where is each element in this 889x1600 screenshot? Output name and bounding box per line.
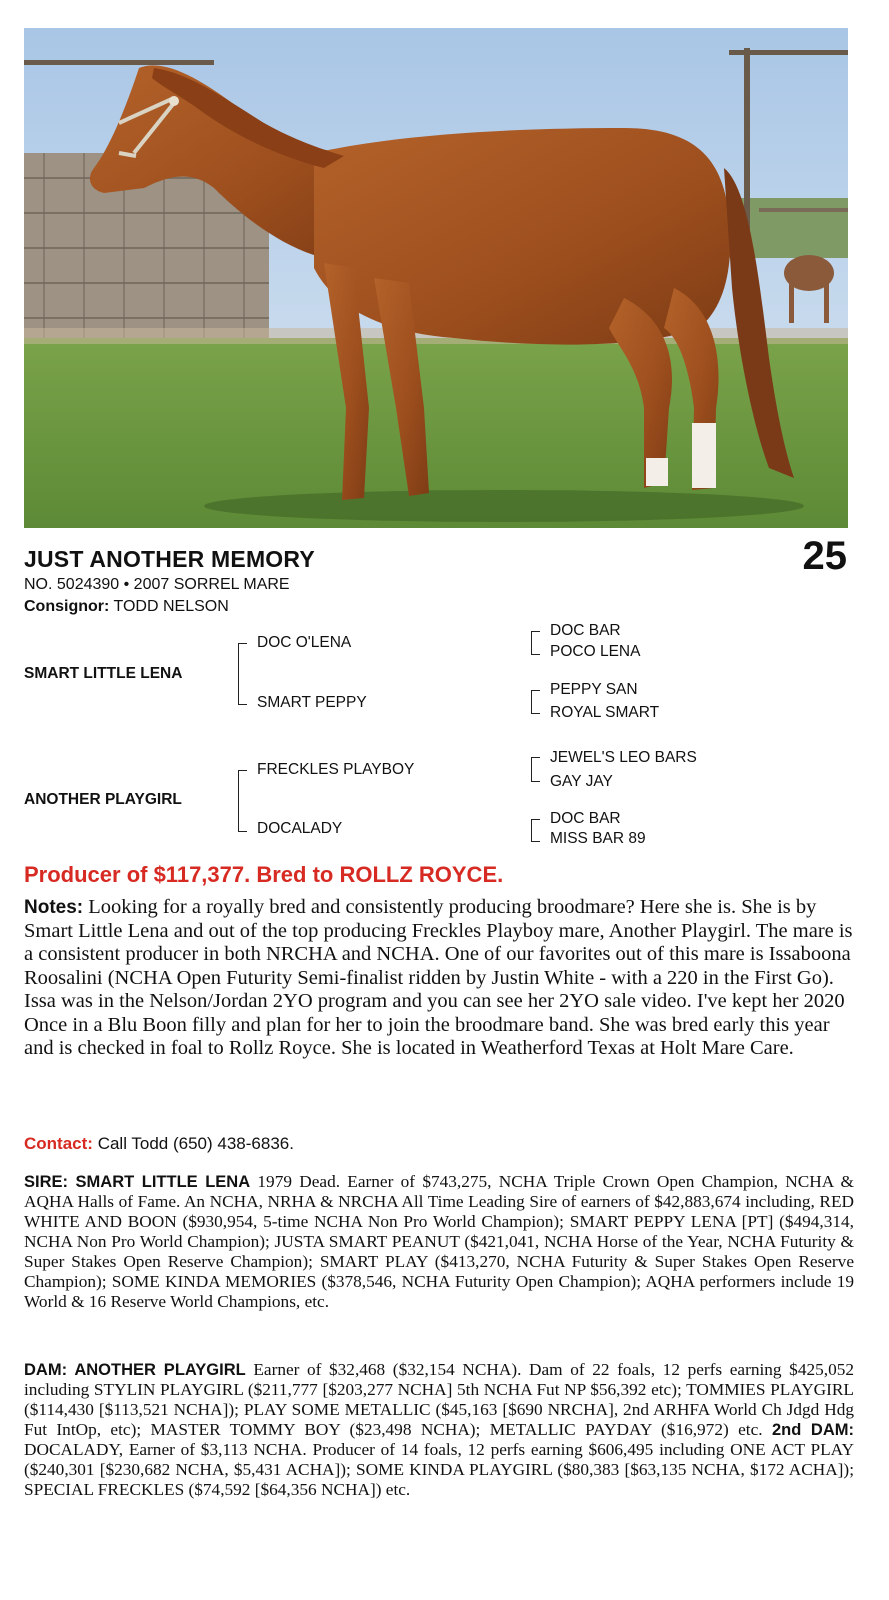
consignor-label: Consignor: <box>24 598 110 615</box>
production-headline: Producer of $117,377. Bred to ROLLZ ROYCE. <box>24 862 504 887</box>
contact-text: Call Todd (650) 438-6836. <box>97 1134 294 1153</box>
contact-line <box>24 1134 294 1154</box>
sire-label: SIRE: SMART LITTLE LENA <box>24 1173 251 1191</box>
registration-line: NO. 5024390 • 2007 SORREL MARE <box>24 576 290 593</box>
pedigree-sire-dam: SMART PEPPY <box>257 694 367 711</box>
pedigree-ss-sire: DOC BAR <box>550 622 621 639</box>
consignor-line <box>24 598 229 616</box>
pedigree-sire-sire: DOC O'LENA <box>257 634 352 651</box>
sire-text: 1979 Dead. Earner of $743,275, NCHA Triple Crown Open Champion, NCHA & AQHA Halls of Fame. An NCHA, NRHA & NRCHA All Time Leading Sire of earners of $42,883,674 including, RED WHITE AND BOON ($930,954, 5-time NCHA Non Pro World Champion); SMART PEPPY LENA [PT] ($494,314, NCHA Non Pro World Champion); JUSTA SMART PEANUT ($421,041, NCHA Horse of the Year, NCHA Futurity & Super Stakes Open Reserve Champion); SMART PLAY ($413,270, NCHA Futurity & Super Stakes Open Reserve Champion); SOME KINDA MEMORIES ($378,546, NCHA Futurity Open Champion); AQHA performers include 19 World & 16 Reserve World Champions, etc. <box>24 1172 854 1311</box>
pedigree-dd-dam: MISS BAR 89 <box>550 830 646 847</box>
pedigree-dam-dam: DOCALADY <box>257 820 343 837</box>
dam-paragraph <box>24 1360 854 1500</box>
pedigree-dd-sire: DOC BAR <box>550 810 621 827</box>
pedigree-bracket <box>531 819 540 842</box>
horse-photo <box>24 28 848 528</box>
notes-label: Notes: <box>24 897 84 918</box>
pedigree-sire: SMART LITTLE LENA <box>24 665 183 682</box>
notes-paragraph <box>24 896 854 1061</box>
contact-label: Contact: <box>24 1134 93 1153</box>
pedigree-ds-sire: JEWEL'S LEO BARS <box>550 749 697 766</box>
pedigree-bracket <box>238 770 247 832</box>
lot-number: 25 <box>802 534 847 578</box>
pedigree-bracket <box>531 690 540 714</box>
pedigree-bracket <box>531 757 540 782</box>
pedigree-ss-dam: POCO LENA <box>550 643 641 660</box>
horse-name: JUST ANOTHER MEMORY <box>24 546 315 572</box>
dam-label: DAM: ANOTHER PLAYGIRL <box>24 1361 246 1379</box>
pedigree-bracket <box>531 631 540 655</box>
second-dam-label: 2nd DAM: <box>771 1421 854 1439</box>
pedigree-bracket <box>238 643 247 705</box>
sire-paragraph <box>24 1172 854 1312</box>
pedigree-sd-sire: PEPPY SAN <box>550 681 638 698</box>
notes-text: Looking for a royally bred and consistently producing broodmare? Here she is. She is by Smart Little Lena and out of the top producing Freckles Playboy mare, Another Playgirl. The mare is a consistent producer in both NRCHA and NCHA. One of our favorites out of this mare is Issaboona Roosalini (NCHA Open Futurity Semi-finalist ridden by Justin White - with a 220 in the First Go). Issa was in the Nelson/Jordan 2YO program and you can see her 2YO sale video. I've kept her 2020 Once in a Blu Boon filly and plan for her to join the broodmare band. She was bred early this year and is checked in foal to Rollz Royce. She is located in Weatherford Texas at Holt Mare Care. <box>24 896 853 1059</box>
pedigree-ds-dam: GAY JAY <box>550 773 613 790</box>
pedigree-dam-sire: FRECKLES PLAYBOY <box>257 761 415 778</box>
second-dam-text: DOCALADY, Earner of $3,113 NCHA. Producer of 14 foals, 12 perfs earning $606,495 including ONE ACT PLAY ($240,301 [$230,682 NCHA, $5,431 ACHA]); SOME KINDA PLAYGIRL ($80,383 [$63,135 NCHA, $172 ACHA]); SPECIAL FRECKLES ($74,592 [$64,356 NCHA]) etc. <box>24 1440 854 1499</box>
pedigree-dam: ANOTHER PLAYGIRL <box>24 791 182 808</box>
pedigree-sd-dam: ROYAL SMART <box>550 704 660 721</box>
dam-text: Earner of $32,468 ($32,154 NCHA). Dam of 22 foals, 12 perfs earning $425,052 including STYLIN PLAYGIRL ($211,777 [$203,277 NCHA] 5th NCHA Fut NP $56,392 etc); TOMMIES PLAYGIRL ($114,430 [$113,521 NCHA]); PLAY SOME METALLIC ($45,163 [$690 NRCHA], 2nd ARHFA World Ch Jdgd Hdg Fut IntOp, etc); MASTER TOMMY BOY ($23,498 NCHA); METALLIC PAYDAY ($16,972) etc. <box>24 1360 854 1439</box>
consignor-name: TODD NELSON <box>113 598 229 615</box>
